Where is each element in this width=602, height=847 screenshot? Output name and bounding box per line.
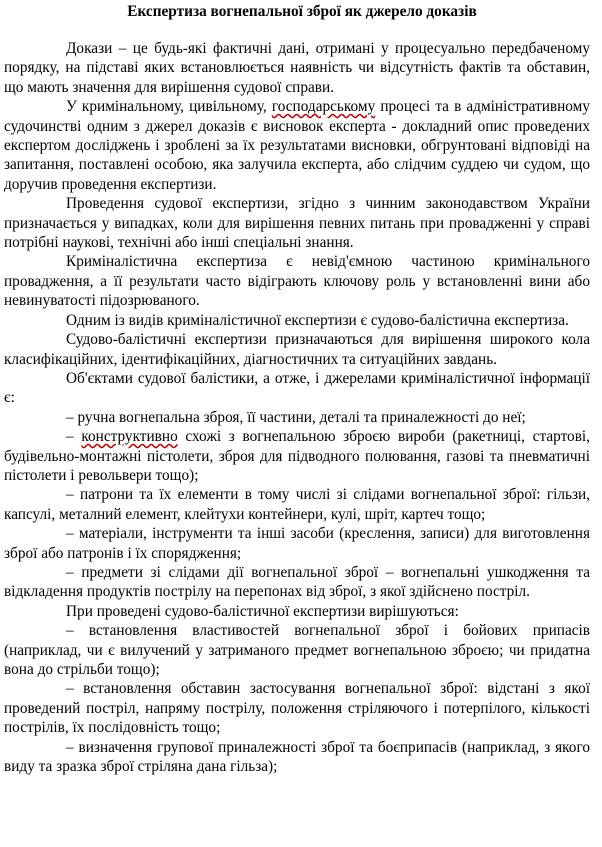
list-item: – встановлення обставин застосування вогнепальної зброї: відстані з якої проведений постріл, напряму пострілу, положення стріляючого і потерпілого, кількості пострілів, їх послідовність тощо; [4,680,590,737]
spellcheck-word: господарському [271,98,376,116]
paragraph-ballistic-tasks: Судово-балістичні експертизи призначаються для вирішення широкого кола класифікаційних, ідентифікаційних, діагностичних та ситуаційних завдань. [4,331,590,368]
list-item: – визначення групової приналежності зброї та боєприпасів (наприклад, з якого виду та зразка зброї стріляна дана гільза); [4,738,590,776]
list-item: – матеріали, інструменти та інші засоби (креслення, записи) для виготовлення зброї або патронів і їх спорядження; [4,525,590,562]
paragraph-expertise-appointment: Проведення судової експертизи, згідно з чинним законодавством України призначається у випадках, коли для вирішення певних питань при провадженні у справі потрібні наукові, технічні або інші спеціальні знання. [4,195,590,252]
list-item: – патрони та їх елементи в тому числі зі слідами вогнепальної зброї: гільзи, капсулі, металний елемент, клейтухи контейнери, кулі, шріт, картеч тощо; [4,486,590,523]
paragraph-evidence-definition: Докази – це будь-які фактичні дані, отримані у процесуально передбаченому порядку, на підставі яких встановлюється наявність чи відсутність фактів та обставин, що мають значення для вирішення судової справи. [4,40,590,96]
paragraph-forensic-expertise: Криміналістична експертиза є невід'ємною частиною кримінального провадження, а її результати часто відіграють ключову роль у встановленні вини або невинуватості підозрюваного. [4,253,590,310]
document-title: Експертиза вогнепальної зброї як джерело доказів [127,3,477,20]
paragraph-ballistic-type: Одним із видів криміналістичної експертизи є судово-балістична експертиза. [66,311,569,329]
paragraph-expert-conclusion: У кримінальному, цивільному, господарському процесі та в адміністративному судочинстві одним з джерел доказів є висновок експерта - докладний опис проведених експертом досліджень і зроблені за їх результатами висновки, обгрунтовані відповіді на запитання, поставлені особою, яка залучила експерта, або слідчим суддею чи судом, що доручив проведення експертизи. [4,98,590,193]
list-item: – ручна вогнепальна зброя, її частини, деталі та приналежності до неї; [66,408,526,426]
list-item: – предмети зі слідами дії вогнепальної зброї – вогнепальні ушкодження та відкладення продуктів пострілу на перепонах від зброї, з якої здійснено постріл. [4,563,590,601]
list-item: – встановлення властивостей вогнепальної зброї і бойових припасів (наприклад, чи є вилучений у затриманого предмет вогнепальною зброєю; чи придатна вона до стрільби тощо); [4,622,590,678]
list-item: – конструктивно схожі з вогнепальною зброєю вироби (ракетниці, стартові, будівельно-монтажні пістолети, зброя для підводного полювання, газові та пневматичні пістолети і револьвери тощо); [4,428,590,484]
spellcheck-word: конструктивно [81,428,178,446]
paragraph-objects-intro: Об'єктами судової балістики, а отже, і джерелами криміналістичної інформації є: [4,369,590,407]
paragraph-tasks-intro: При проведені судово-балістичної експертизи вирішуються: [66,602,459,620]
